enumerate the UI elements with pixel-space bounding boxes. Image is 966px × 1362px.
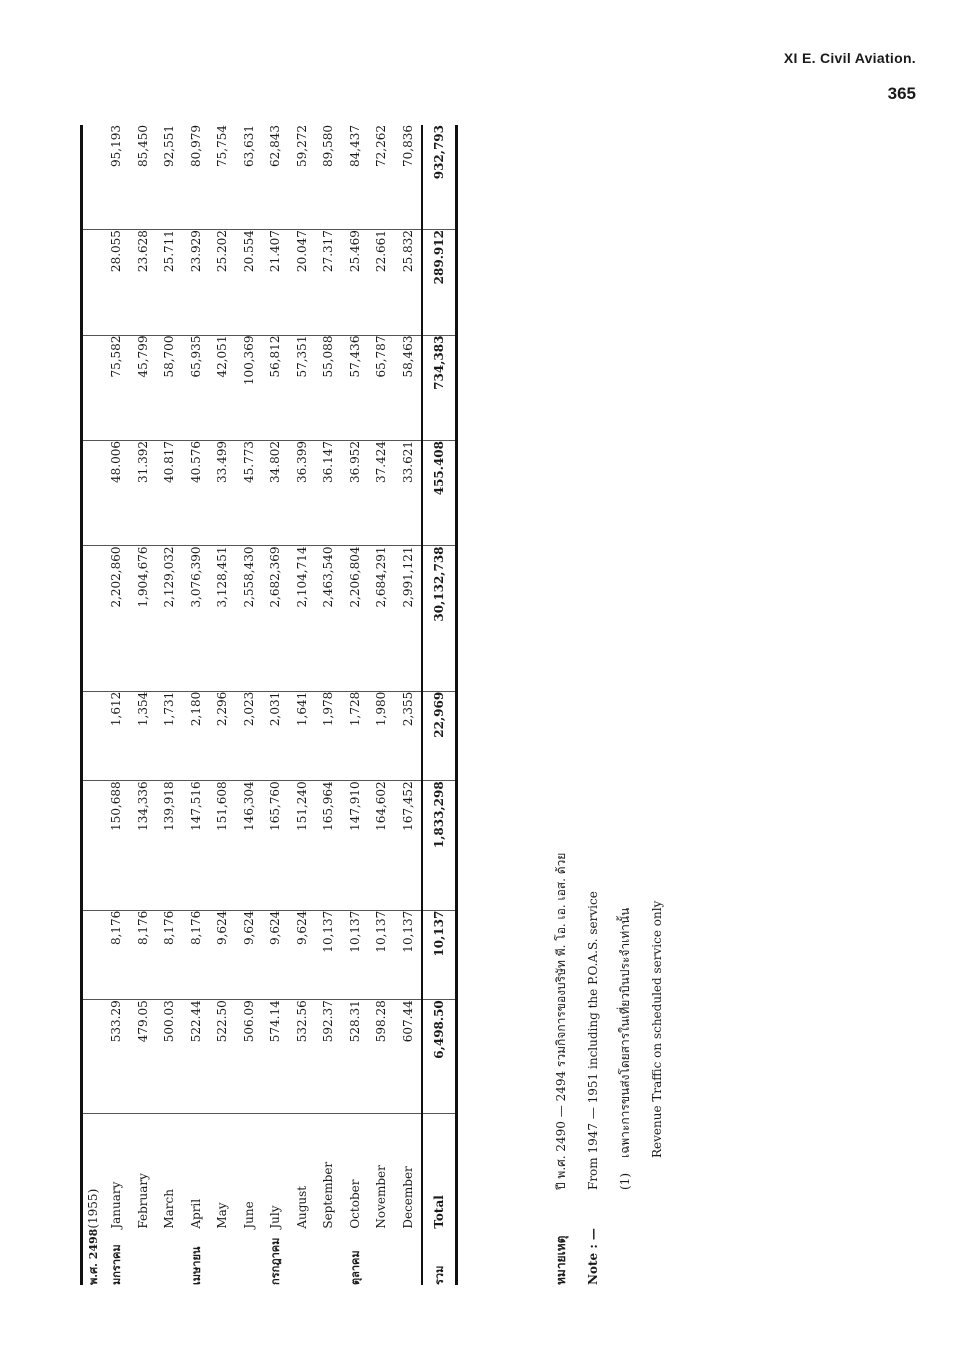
month-thai-cell (395, 1229, 423, 1285)
value-cell-col6: 40.817 (156, 441, 183, 546)
table-row (103, 125, 130, 1285)
table-row (395, 125, 423, 1285)
footnote-english (641, 385, 673, 1285)
table-row (368, 125, 395, 1285)
page-number: 365 (887, 84, 916, 103)
value-cell-col4: 1,612 (103, 691, 130, 781)
value-cell-col7: 42,051 (209, 335, 236, 440)
table-body (82, 125, 457, 1285)
month-thai-cell (209, 1229, 236, 1285)
month-cell: November (374, 1165, 389, 1229)
table-row (209, 125, 236, 1285)
value-cell-col1: 528.31 (342, 1000, 369, 1113)
value-cell-col3: 165,760 (262, 781, 289, 910)
value-cell-col7: 65,787 (368, 335, 395, 440)
value-cell-col9: 95,193 (103, 125, 130, 230)
value-cell-col3: 147,516 (183, 781, 210, 910)
value-cell-col3: 164,602 (368, 781, 395, 910)
value-cell-col1: 598.28 (368, 1000, 395, 1113)
value-cell-col2: 8,176 (130, 910, 157, 1000)
value-cell-col7: 65,935 (183, 335, 210, 440)
month-cell: December (400, 1166, 415, 1229)
value-cell-col8: 27.317 (315, 230, 342, 335)
value-cell-col1: 574.14 (262, 1000, 289, 1113)
total-value-col9: 932,793 (422, 125, 457, 230)
value-cell-col3: 167,452 (395, 781, 423, 910)
value-cell-col6: 31.392 (130, 441, 157, 546)
month-cell: June (241, 1201, 256, 1229)
value-cell-col2: 8,176 (103, 910, 130, 1000)
total-value-col4: 22,969 (422, 691, 457, 781)
month-thai-cell (156, 1229, 183, 1285)
value-cell-col4: 1,728 (342, 691, 369, 781)
value-cell-col4: 2,355 (395, 691, 423, 781)
value-cell-col6: 34.802 (262, 441, 289, 546)
value-cell-col5: 3,128,451 (209, 546, 236, 691)
total-value-col1: 6,498.50 (422, 1000, 457, 1113)
value-cell-col2: 10,137 (315, 910, 342, 1000)
value-cell-col6: 48.006 (103, 441, 130, 546)
value-cell-col3: 150,688 (103, 781, 130, 910)
value-cell-col8: 23.929 (183, 230, 210, 335)
value-cell-col7: 55,088 (315, 335, 342, 440)
thai-note-key: หมายเหตุ (554, 1235, 568, 1285)
value-cell-col9: 92,551 (156, 125, 183, 230)
table-row (156, 125, 183, 1285)
value-cell-col7: 100,369 (236, 335, 263, 440)
value-cell-col7: 75,582 (103, 335, 130, 440)
value-cell-col3: 151,608 (209, 781, 236, 910)
english-note-key: Note : — (586, 1228, 600, 1285)
table-row (262, 125, 289, 1285)
value-cell-col4: 1,641 (289, 691, 316, 781)
month-cell: August (294, 1185, 309, 1229)
month-cell: April (188, 1198, 203, 1229)
value-cell-col2: 9,624 (262, 910, 289, 1000)
value-cell-col8: 25.711 (156, 230, 183, 335)
value-cell-col9: 59,272 (289, 125, 316, 230)
value-cell-col4: 2,031 (262, 691, 289, 781)
total-thai-cell: รวม (422, 1229, 457, 1285)
value-cell-col5: 2,463,540 (315, 546, 342, 691)
value-cell-col7: 58,463 (395, 335, 423, 440)
value-cell-col1: 479.05 (130, 1000, 157, 1113)
value-cell-col7: 45,799 (130, 335, 157, 440)
value-cell-col4: 1,731 (156, 691, 183, 781)
value-cell-col2: 10,137 (368, 910, 395, 1000)
table-row (315, 125, 342, 1285)
value-cell-col5: 2,129,032 (156, 546, 183, 691)
value-cell-col7: 56,812 (262, 335, 289, 440)
month-cell: January (109, 1181, 124, 1229)
table-row (236, 125, 263, 1285)
value-cell-col1: 506.09 (236, 1000, 263, 1113)
value-cell-col5: 2,104,714 (289, 546, 316, 691)
value-cell-col9: 72,262 (368, 125, 395, 230)
month-thai-cell (289, 1229, 316, 1285)
month-thai-cell: เมษายน (189, 1246, 203, 1285)
month-cell: March (162, 1189, 177, 1229)
value-cell-col8: 25.832 (395, 230, 423, 335)
value-cell-col9: 63,631 (236, 125, 263, 230)
value-cell-col3: 165,964 (315, 781, 342, 910)
table-row (289, 125, 316, 1285)
thai-note (545, 385, 577, 1285)
value-cell-col3: 146,304 (236, 781, 263, 910)
rotated-table-area (80, 125, 664, 1285)
value-cell-col4: 2,180 (183, 691, 210, 781)
total-value-col8: 289.912 (422, 230, 457, 335)
value-cell-col5: 1,904,676 (130, 546, 157, 691)
value-cell-col4: 1,354 (130, 691, 157, 781)
value-cell-col7: 57,436 (342, 335, 369, 440)
value-cell-col2: 9,624 (289, 910, 316, 1000)
notes-section (545, 385, 673, 1285)
value-cell-col2: 10,137 (395, 910, 423, 1000)
table-row (342, 125, 369, 1285)
value-cell-col6: 36.147 (315, 441, 342, 546)
value-cell-col7: 58,700 (156, 335, 183, 440)
value-cell-col9: 85,450 (130, 125, 157, 230)
month-thai-cell (315, 1229, 342, 1285)
year-label: (1955) (86, 1188, 100, 1229)
value-cell-col6: 40.576 (183, 441, 210, 546)
value-cell-col3: 147,910 (342, 781, 369, 910)
value-cell-col5: 2,684,291 (368, 546, 395, 691)
thai-note-text: ปี พ.ศ. 2490 — 2494 รวมกิจการของบริษัท พี. โอ. เอ. เอส. ด้วย (554, 852, 568, 1190)
value-cell-col8: 22.661 (368, 230, 395, 335)
value-cell-col6: 37.424 (368, 441, 395, 546)
value-cell-col5: 2,991,121 (395, 546, 423, 691)
month-thai-cell: ตุลาคม (348, 1250, 362, 1285)
total-value-col3: 1,833,298 (422, 781, 457, 910)
year-thai-label: พ.ศ. 2498 (87, 1228, 100, 1285)
total-value-col6: 455.408 (422, 441, 457, 546)
value-cell-col3: 134,336 (130, 781, 157, 910)
value-cell-col6: 45.773 (236, 441, 263, 546)
value-cell-col4: 1,980 (368, 691, 395, 781)
month-cell: May (215, 1202, 230, 1229)
value-cell-col1: 532.56 (289, 1000, 316, 1113)
value-cell-col2: 10,137 (342, 910, 369, 1000)
value-cell-col1: 500.03 (156, 1000, 183, 1113)
month-thai-cell (368, 1229, 395, 1285)
month-cell: October (347, 1179, 362, 1229)
table-row (130, 125, 157, 1285)
english-note (577, 385, 609, 1285)
value-cell-col3: 151,240 (289, 781, 316, 910)
value-cell-col8: 25.469 (342, 230, 369, 335)
value-cell-col4: 2,023 (236, 691, 263, 781)
value-cell-col9: 89,580 (315, 125, 342, 230)
table-row (183, 125, 210, 1285)
footnote-thai-text: เฉพาะการขนส่งโดยสารในเที่ยวบินประจำเท่านั้น (618, 907, 632, 1158)
value-cell-col2: 9,624 (236, 910, 263, 1000)
month-thai-cell: กรกฎาคม (269, 1237, 283, 1285)
footnote-english-text: Revenue Traffic on scheduled service only (650, 900, 664, 1158)
month-cell: July (268, 1205, 283, 1229)
year-row (82, 125, 104, 1285)
footnote-mark: (1) (618, 1173, 632, 1190)
value-cell-col5: 3,076,390 (183, 546, 210, 691)
month-cell: September (321, 1161, 336, 1229)
value-cell-col5: 2,206,804 (342, 546, 369, 691)
english-note-text: From 1947 — 1951 including the P.O.A.S. service (586, 891, 600, 1190)
value-cell-col9: 70,836 (395, 125, 423, 230)
aviation-statistics-table (80, 125, 458, 1285)
value-cell-col9: 80,979 (183, 125, 210, 230)
value-cell-col6: 33.621 (395, 441, 423, 546)
value-cell-col6: 36.399 (289, 441, 316, 546)
total-row (422, 125, 457, 1285)
value-cell-col3: 139,918 (156, 781, 183, 910)
total-value-col2: 10,137 (422, 910, 457, 1000)
value-cell-col7: 57,351 (289, 335, 316, 440)
value-cell-col5: 2,558,430 (236, 546, 263, 691)
value-cell-col2: 8,176 (183, 910, 210, 1000)
value-cell-col1: 592.37 (315, 1000, 342, 1113)
footnote-thai (609, 385, 641, 1285)
value-cell-col5: 2,682,369 (262, 546, 289, 691)
value-cell-col2: 9,624 (209, 910, 236, 1000)
total-label-cell: Total (422, 1113, 457, 1229)
section-title: XI E. Civil Aviation. (783, 50, 916, 66)
value-cell-col1: 607.44 (395, 1000, 423, 1113)
month-thai-cell (130, 1229, 157, 1285)
value-cell-col8: 25.202 (209, 230, 236, 335)
value-cell-col9: 75,754 (209, 125, 236, 230)
value-cell-col9: 84,437 (342, 125, 369, 230)
value-cell-col1: 522.44 (183, 1000, 210, 1113)
month-cell: February (135, 1173, 150, 1229)
value-cell-col8: 23.628 (130, 230, 157, 335)
value-cell-col4: 2,296 (209, 691, 236, 781)
value-cell-col6: 36.952 (342, 441, 369, 546)
total-value-col5: 30,132,738 (422, 546, 457, 691)
month-thai-cell: มกราคม (110, 1244, 124, 1285)
value-cell-col8: 28.055 (103, 230, 130, 335)
value-cell-col5: 2,202,860 (103, 546, 130, 691)
value-cell-col2: 8,176 (156, 910, 183, 1000)
value-cell-col1: 533.29 (103, 1000, 130, 1113)
month-thai-cell (236, 1229, 263, 1285)
value-cell-col4: 1,978 (315, 691, 342, 781)
page-header (784, 50, 916, 104)
value-cell-col8: 20.047 (289, 230, 316, 335)
value-cell-col1: 522.50 (209, 1000, 236, 1113)
value-cell-col6: 33.499 (209, 441, 236, 546)
value-cell-col9: 62,843 (262, 125, 289, 230)
total-value-col7: 734,383 (422, 335, 457, 440)
value-cell-col8: 21.407 (262, 230, 289, 335)
value-cell-col8: 20.554 (236, 230, 263, 335)
